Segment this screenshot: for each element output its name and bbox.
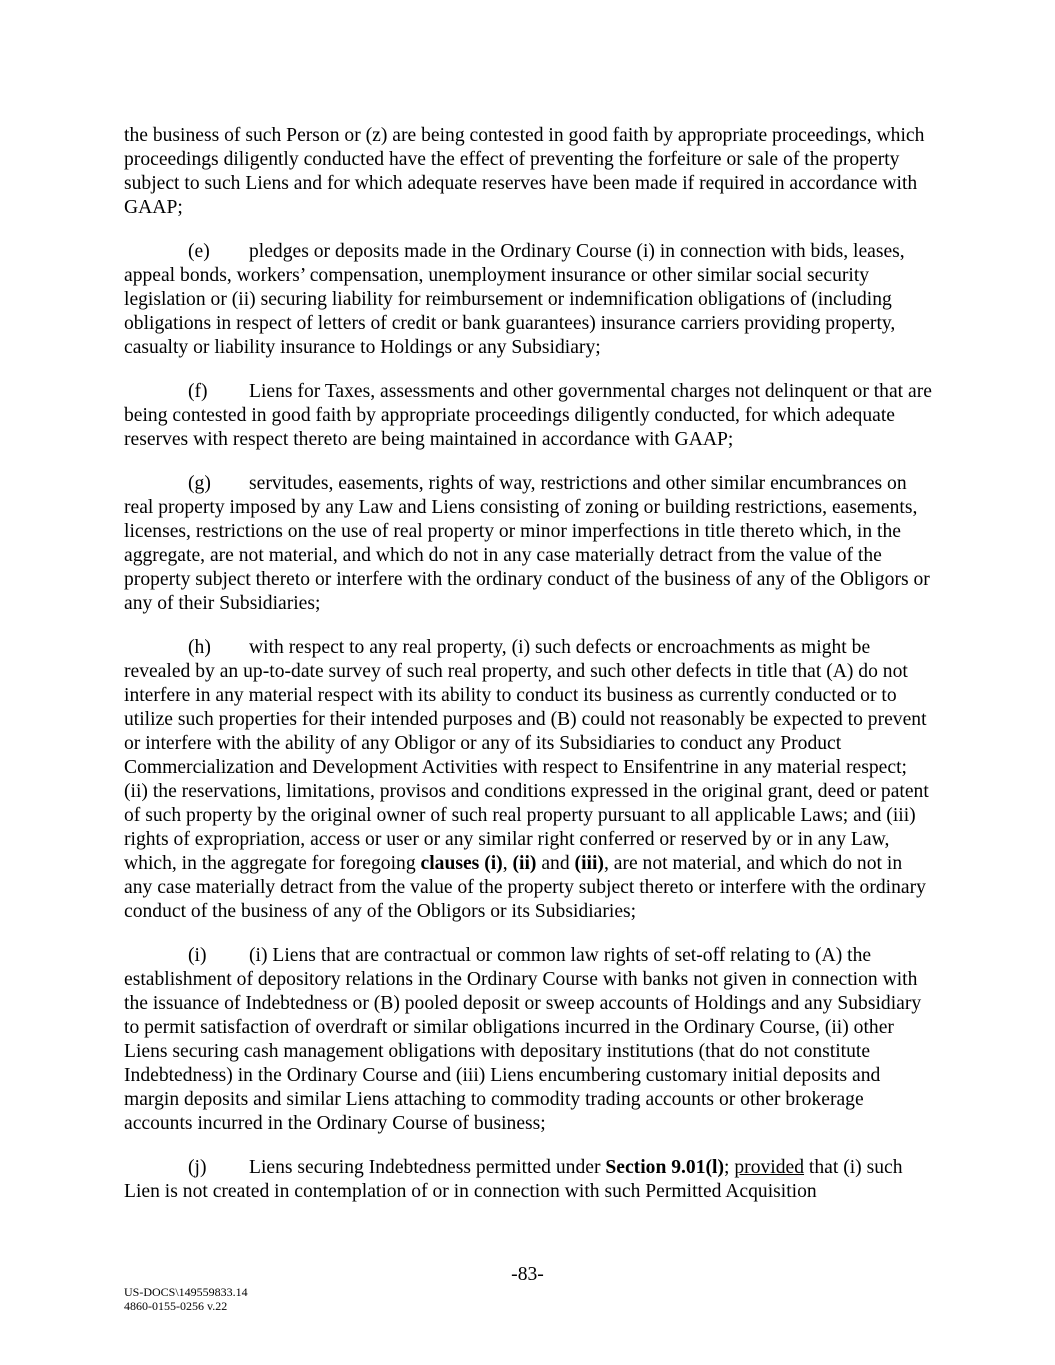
paragraph-j-section-ref: Section 9.01(l) <box>605 1157 725 1178</box>
paragraph-e-label: (e) <box>188 241 210 262</box>
continuation-text: the business of such Person or (z) are being contested in good faith by appropriate proceedings, which proceedings diligently conducted have the effect of preventing the forfeiture or sale of the property subject to such Liens and for which adequate reserves have been made if required in accordance with GAAP; <box>124 125 925 218</box>
paragraph-j-text-3: that (i) such Lien is not created in contemplation of or in connection with such Permitted Acquisition <box>124 1157 903 1202</box>
paragraph-f-label: (f) <box>188 381 208 402</box>
paragraph-i-text: (i) Liens that are contractual or common law rights of set-off relating to (A) the establishment of depository relations in the Ordinary Course with banks not given in connection with the issuance of Indebtedness or (B) pooled deposit or sweep accounts of Holdings and any Subsidiary to permit satisfaction of overdraft or similar obligations incurred in the Ordinary Course, (ii) other Liens securing cash management obligations with depositary institutions (that do not constitute Indebtedness) in the Ordinary Course and (iii) Liens encumbering customary initial deposits and margin deposits and similar Liens attaching to commodity trading accounts or other brokerage accounts incurred in the Ordinary Course of business; <box>124 945 922 1134</box>
paragraph-h-text-4: , are not material, and which do not in any case materially detract from the value of the property subject thereto or interfere with the ordinary conduct of the business of any of the Obligors or its Subsidiaries; <box>124 853 926 922</box>
paragraph-h-label: (h) <box>188 637 211 658</box>
continuation-paragraph <box>124 124 932 220</box>
paragraph-h-text-1: with respect to any real property, (i) such defects or encroachments as might be revealed by an up-to-date survey of such real property, and such other defects in title that (A) do not interfere in any material respect with its ability to conduct its business as currently conducted or to utilize such properties for their intended purposes and (B) could not reasonably be expected to prevent or interfere with the ability of any Obligor or any of its Subsidiaries to conduct any Product Commercialization and Development Activities with respect to Ensifentrine in any material respect; (ii) the reservations, limitations, provisos and conditions expressed in the original grant, deed or patent of such property by the original owner of such real property pursuant to all applicable Laws; and (iii) rights of expropriation, access or user or any similar right conferred or reserved by or in any Law, which, in the aggregate for foregoing <box>124 637 929 874</box>
paragraph-h-clause-ref-3: (iii) <box>574 853 604 874</box>
paragraph-h-clause-ref-1: clauses (i) <box>420 853 503 874</box>
footer-doc-id-1: US-DOCS\149559833.14 <box>124 1285 248 1299</box>
paragraph-g-text: servitudes, easements, rights of way, restrictions and other similar encumbrances on real property imposed by any Law and Liens consisting of zoning or building restrictions, easements, licenses, restrictions on the use of real property or minor imperfections in title thereto which, in the aggregate, are not material, and which do not in any case materially detract from the value of the property subject thereto or interfere with the ordinary conduct of the business of any of the Obligors or any of their Subsidiaries; <box>124 473 930 614</box>
paragraph-j-provided: provided <box>734 1157 805 1178</box>
document-body <box>124 124 932 1204</box>
paragraph-h <box>124 636 932 924</box>
paragraph-h-clause-ref-2: (ii) <box>512 853 537 874</box>
paragraph-j-text-2: ; <box>724 1157 735 1178</box>
paragraph-h-text-2: , <box>502 853 513 874</box>
paragraph-j-label: (j) <box>188 1157 207 1178</box>
paragraph-g <box>124 472 932 616</box>
paragraph-i <box>124 944 932 1136</box>
paragraph-e <box>124 240 932 360</box>
page-number: -83- <box>511 1264 544 1285</box>
paragraph-j-text-1: Liens securing Indebtedness permitted under <box>249 1157 606 1178</box>
paragraph-f-text: Liens for Taxes, assessments and other governmental charges not delinquent or that are being contested in good faith by appropriate proceedings diligently conducted, for which adequate reserves with respect thereto are being maintained in accordance with GAAP; <box>124 381 932 450</box>
paragraph-i-label: (i) <box>188 945 207 966</box>
paragraph-j <box>124 1156 932 1204</box>
paragraph-f <box>124 380 932 452</box>
footer-doc-id-2: 4860-0155-0256 v.22 <box>124 1299 228 1313</box>
paragraph-e-text: pledges or deposits made in the Ordinary Course (i) in connection with bids, leases, appeal bonds, workers’ compensation, unemployment insurance or other similar social security legislation or (ii) securing liability for reimbursement or indemnification obligations of (including obligations in respect of letters of credit or bank guarantees) insurance carriers providing property, casualty or liability insurance to Holdings or any Subsidiary; <box>124 241 905 358</box>
paragraph-h-text-3: and <box>536 853 575 874</box>
document-footer <box>124 1285 248 1313</box>
paragraph-g-label: (g) <box>188 473 211 494</box>
